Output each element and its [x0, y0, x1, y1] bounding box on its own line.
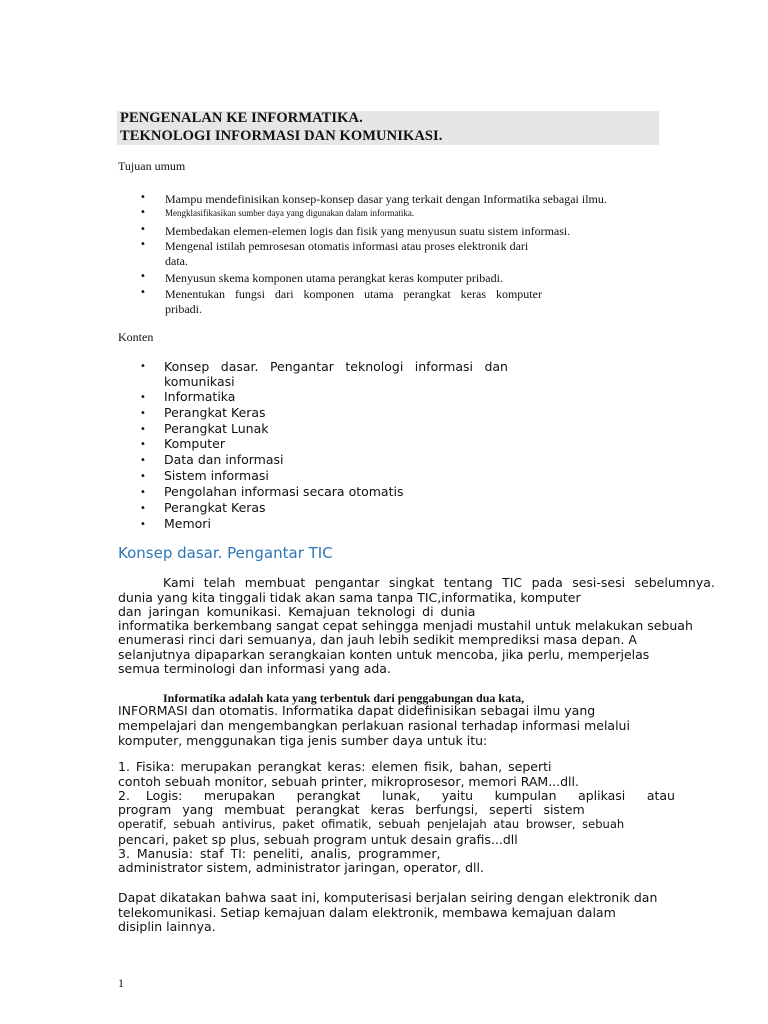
page-number: 1 — [118, 976, 124, 990]
word: utama — [364, 287, 394, 301]
paragraph-line: komputer, menggunakan tiga jenis sumber daya untuk itu: — [118, 733, 488, 748]
word: dari — [274, 287, 294, 301]
konten-item: Perangkat Keras — [164, 405, 266, 420]
word: dasar. — [220, 359, 259, 374]
tujuan-item: Menyusun skema komponen utama perangkat keras komputer pribadi. — [165, 271, 503, 285]
bullet: • — [140, 519, 146, 530]
word: 2. Logis: — [118, 788, 183, 803]
konten-item: Perangkat Lunak — [164, 421, 269, 436]
paragraph-2-bold-lead: Informatika adalah kata yang terbentuk dari penggabungan dua kata, — [163, 691, 525, 705]
konten-item-justified — [164, 359, 508, 374]
word: sesi-sesi — [572, 575, 626, 590]
tujuan-item-continuation: data. — [165, 254, 188, 268]
word: tentang — [443, 575, 493, 590]
paragraph-1-first-line — [163, 575, 715, 590]
bullet: • — [140, 224, 146, 235]
word: kumpulan — [494, 788, 557, 803]
bullet: • — [140, 424, 146, 435]
word: aplikasi — [578, 788, 626, 803]
word: atau — [646, 788, 675, 803]
word: Kami — [163, 575, 195, 590]
paragraph-line: selanjutnya dipaparkan serangkaian konten untuk mencoba, jika perlu, memperjelas — [118, 647, 650, 662]
word: sebelumnya. — [634, 575, 715, 590]
konten-item: Pengolahan informasi secara otomatis — [164, 484, 404, 499]
bullet: • — [140, 408, 146, 419]
tujuan-item: Mengenal istilah pemrosesan otomatis informasi atau proses elektronik dari — [165, 239, 529, 253]
word: komputer — [495, 287, 542, 301]
list-line: 1. Fisika: merupakan perangkat keras: elemen fisik, bahan, seperti — [118, 759, 552, 774]
konten-item: Memori — [164, 516, 211, 531]
word: lunak, — [381, 788, 421, 803]
list-line: 3. Manusia: staf TI: peneliti, analis, programmer, — [118, 846, 441, 861]
paragraph-line: dunia yang kita tinggali tidak akan sama tanpa TIC,informatika, komputer — [118, 590, 581, 605]
bullet: • — [140, 361, 146, 372]
list-line: program yang membuat perangkat keras berfungsi, seperti sistem — [118, 802, 585, 817]
konten-item: Sistem informasi — [164, 468, 269, 483]
list-line: pencari, paket sp plus, sebuah program untuk desain grafis...dll — [118, 832, 518, 847]
document-title-line1: PENGENALAN KE INFORMATIKA. — [120, 110, 363, 126]
tujuan-item: Membedakan elemen-elemen logis dan fisik yang menyusun suatu sistem informasi. — [165, 224, 571, 238]
konten-item: Data dan informasi — [164, 452, 284, 467]
word: membuat — [244, 575, 306, 590]
konten-item: Komputer — [164, 436, 225, 451]
konten-item-continuation: komunikasi — [164, 374, 235, 389]
word: keras — [460, 287, 486, 301]
word: komponen — [303, 287, 355, 301]
bullet: • — [140, 287, 146, 298]
konten-heading: Konten — [118, 330, 154, 344]
word: singkat — [388, 575, 435, 590]
document-title-line2: TEKNOLOGI INFORMASI DAN KOMUNIKASI. — [120, 128, 443, 144]
list-line: operatif, sebuah antivirus, paket ofimatik, sebuah penjelajah atau browser, sebuah — [118, 817, 625, 831]
word: Pengantar — [269, 359, 334, 374]
tujuan-heading: Tujuan umum — [118, 159, 186, 173]
list-line: contoh sebuah monitor, sebuah printer, mikroprosesor, memori RAM...dll. — [118, 774, 579, 789]
paragraph-line: enumerasi rinci dari semuanya, dan jauh lebih sedikit memprediksi masa depan. A — [118, 632, 637, 647]
tujuan-item-continuation: pribadi. — [165, 302, 202, 316]
tujuan-item: Mengklasifikasikan sumber daya yang digunakan dalam informatika. — [165, 208, 415, 218]
paragraph-line: disiplin lainnya. — [118, 919, 216, 934]
paragraph-line: INFORMASI dan otomatis. Informatika dapat didefinisikan sebagai ilmu yang — [118, 703, 596, 718]
konten-item: Informatika — [164, 389, 236, 404]
word: teknologi — [345, 359, 404, 374]
bullet: • — [140, 439, 146, 450]
bullet: • — [140, 392, 146, 403]
paragraph-line: mempelajari dan mengembangkan perlakuan rasional terhadap informasi melalui — [118, 718, 630, 733]
bullet: • — [140, 487, 146, 498]
word: dan — [484, 359, 508, 374]
bullet: • — [140, 192, 146, 203]
paragraph-line: dan jaringan komunikasi. Kemajuan teknologi di dunia — [118, 604, 476, 619]
bullet: • — [140, 239, 146, 250]
tujuan-item-justified — [165, 287, 542, 302]
word: telah — [203, 575, 236, 590]
section-heading: Konsep dasar. Pengantar TIC — [118, 544, 333, 562]
word: perangkat — [296, 788, 361, 803]
word: pada — [531, 575, 563, 590]
word: Menentukan — [165, 287, 225, 301]
bullet: • — [140, 503, 146, 514]
bullet: • — [140, 207, 146, 218]
word: merupakan — [203, 788, 276, 803]
word: yaitu — [441, 788, 474, 803]
bullet: • — [140, 471, 146, 482]
paragraph-line: Dapat dikatakan bahwa saat ini, komputerisasi berjalan seiring dengan elektronik dan — [118, 890, 658, 905]
word: informasi — [414, 359, 473, 374]
word: fungsi — [234, 287, 265, 301]
word: perangkat — [403, 287, 451, 301]
paragraph-line: informatika berkembang sangat cepat sehingga menjadi mustahil untuk melakukan sebuah — [118, 618, 693, 633]
word: TIC — [502, 575, 523, 590]
list-line-justified — [118, 788, 675, 803]
word: Konsep — [164, 359, 210, 374]
list-line: administrator sistem, administrator jaringan, operator, dll. — [118, 860, 484, 875]
word: pengantar — [314, 575, 380, 590]
bullet: • — [140, 271, 146, 282]
paragraph-line: telekomunikasi. Setiap kemajuan dalam elektronik, membawa kemajuan dalam — [118, 905, 616, 920]
bullet: • — [140, 455, 146, 466]
paragraph-line: semua terminologi dan informasi yang ada. — [118, 661, 391, 676]
tujuan-item: Mampu mendefinisikan konsep-konsep dasar yang terkait dengan Informatika sebagai ilmu. — [165, 192, 607, 206]
konten-item: Perangkat Keras — [164, 500, 266, 515]
